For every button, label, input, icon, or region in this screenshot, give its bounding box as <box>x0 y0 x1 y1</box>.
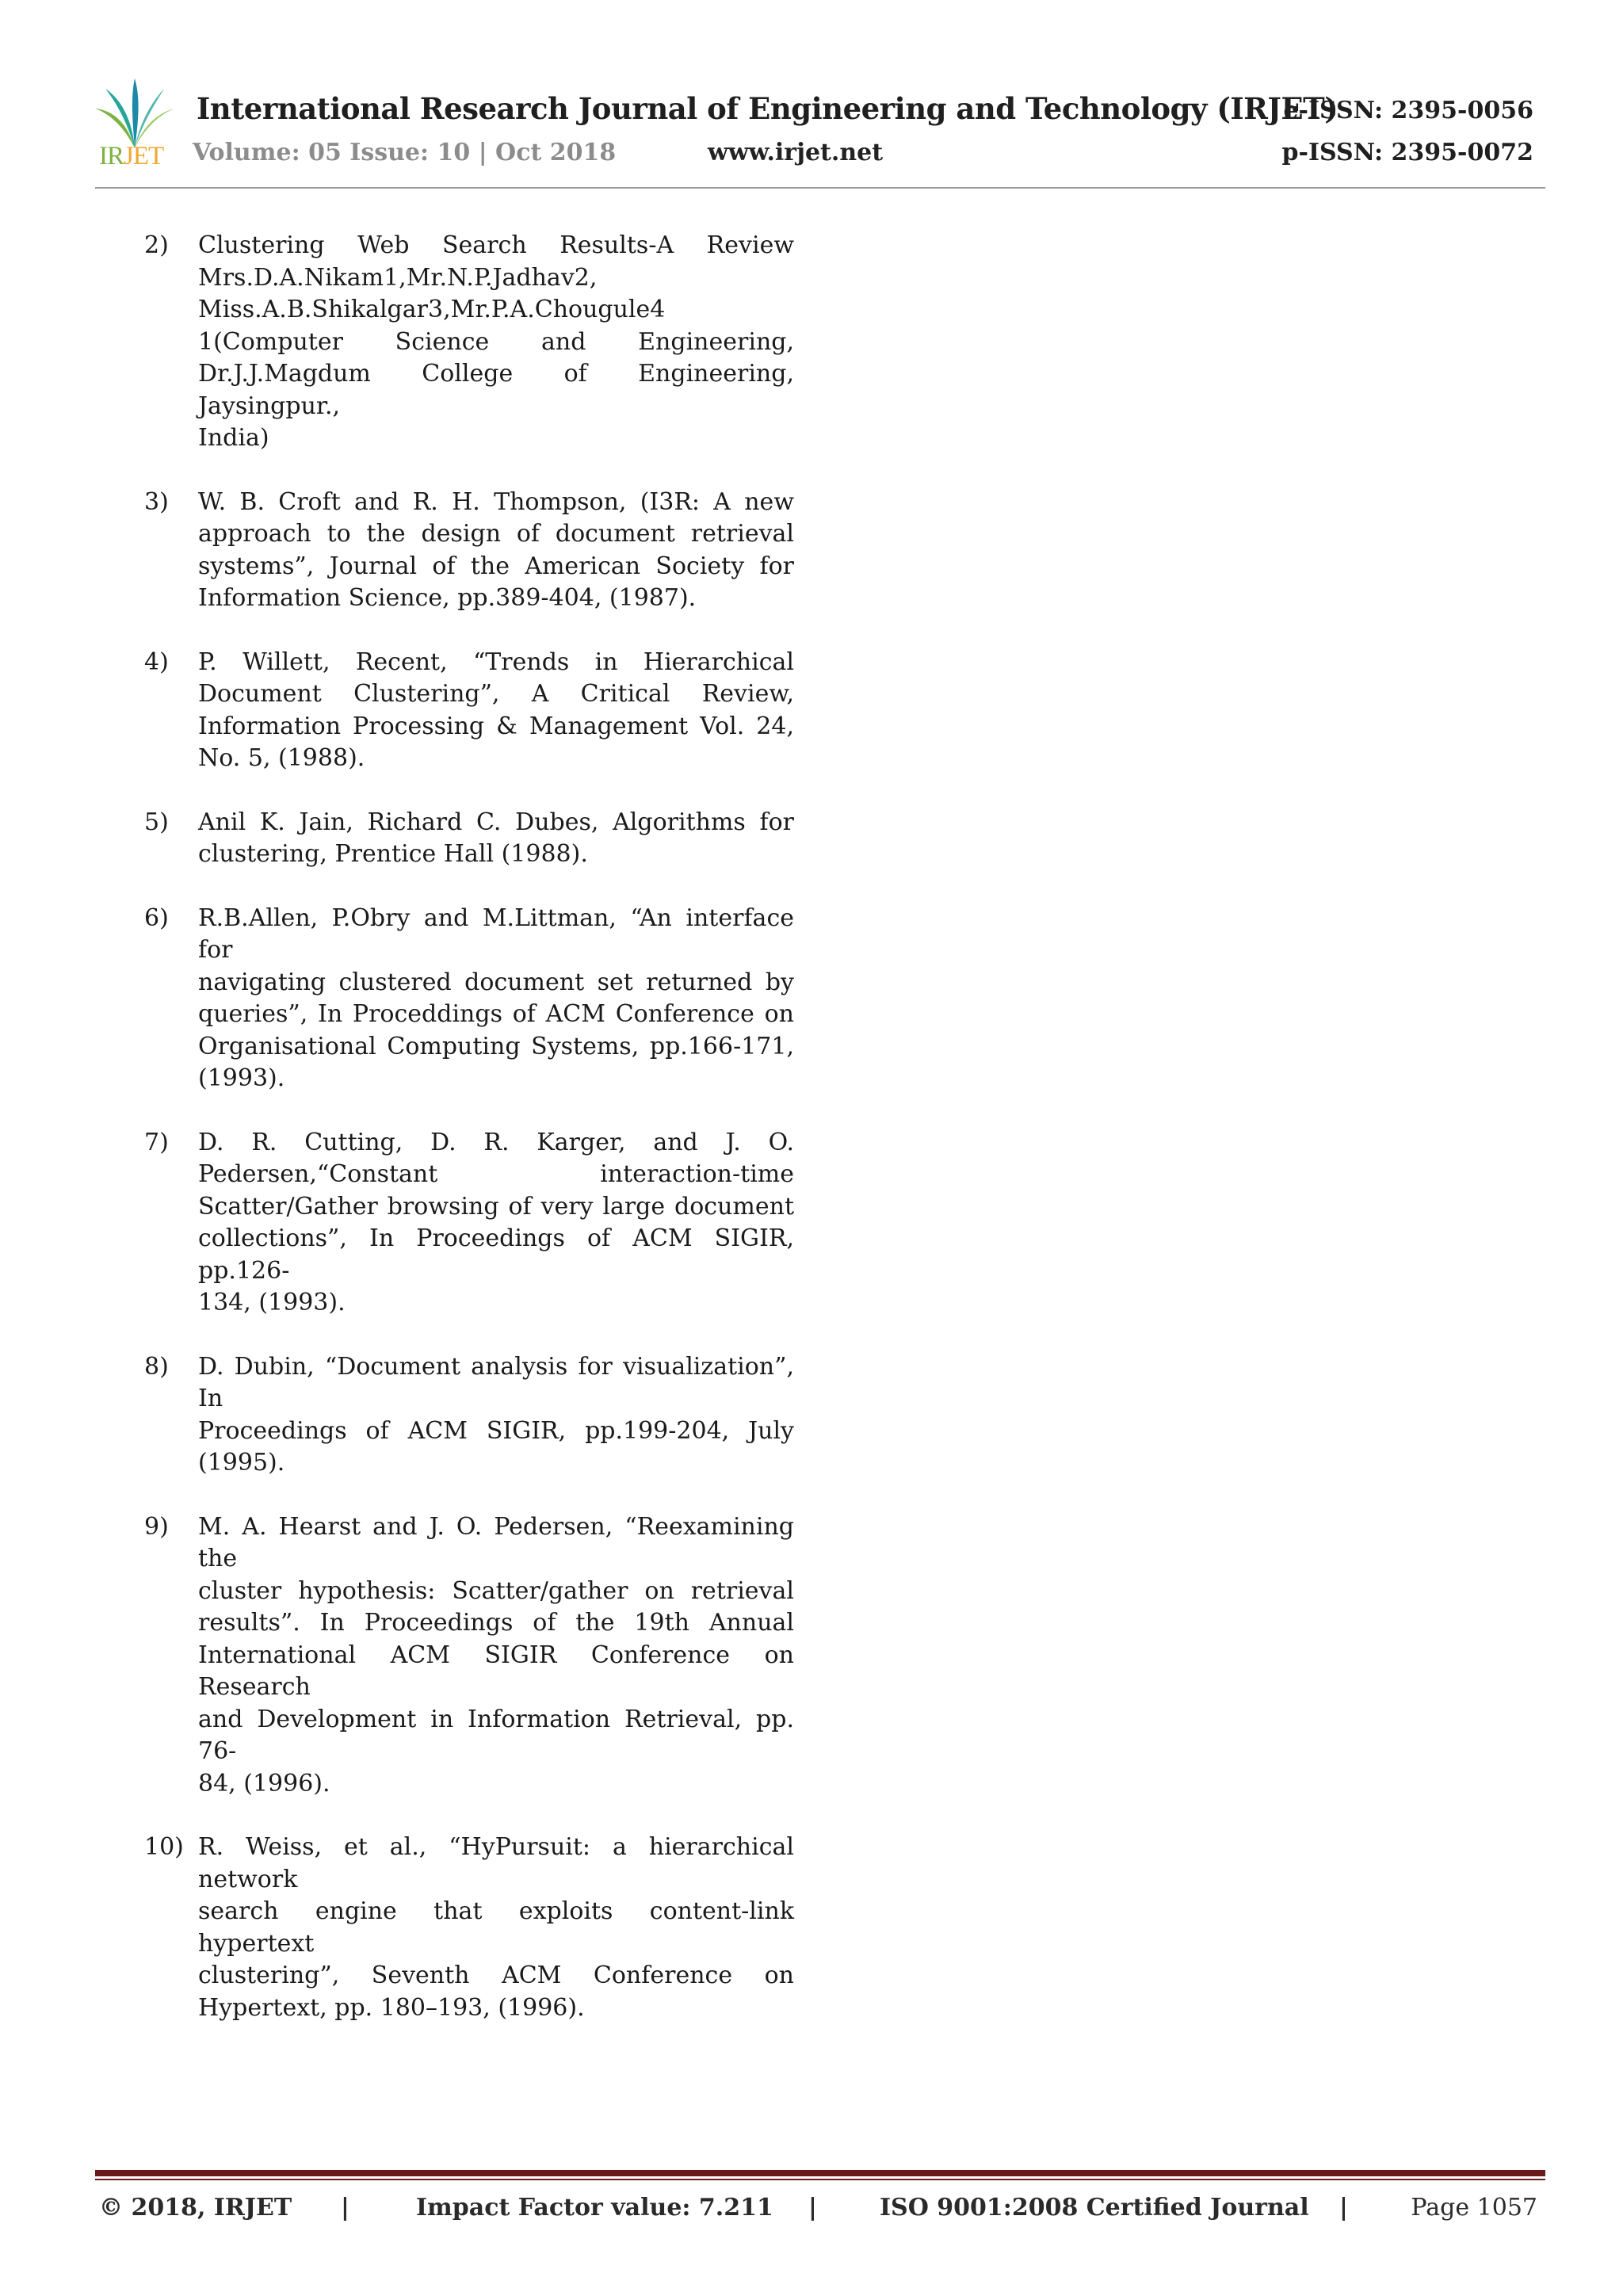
reference-number: 10) <box>144 1833 184 1861</box>
reference-text-line: approach to the design of document retrieval <box>198 520 794 548</box>
reference-text-line: results”. In Proceedings of the 19th Annual <box>198 1609 794 1637</box>
logo-wordmark: IRJET <box>99 142 164 170</box>
reference-text-line: India) <box>198 424 269 452</box>
reference-text-line: Proceedings of ACM SIGIR, pp.199-204, July <box>198 1416 794 1445</box>
reference-number: 6) <box>144 904 169 932</box>
reference-number: 7) <box>144 1128 169 1156</box>
reference-item <box>144 647 794 775</box>
reference-number: 8) <box>144 1352 169 1381</box>
reference-text-line: Organisational Computing Systems, pp.166-171, <box>198 1032 794 1060</box>
reference-text-line: queries”, In Proceddings of ACM Conference on <box>198 1000 794 1028</box>
reference-text-line: P. Willett, Recent, “Trends in Hierarchical <box>198 648 794 676</box>
reference-item <box>144 1511 794 1801</box>
irjet-logo <box>91 77 178 172</box>
footer-copyright: © 2018, IRJET <box>99 2194 292 2222</box>
page-header <box>91 75 1549 190</box>
reference-text-line: collections”, In Proceedings of ACM SIGIR, pp.126- <box>198 1224 794 1285</box>
footer-page-number: Page 1057 <box>1411 2194 1537 2222</box>
footer-impact-factor: Impact Factor value: 7.211 <box>416 2194 773 2222</box>
reference-text-line: systems”, Journal of the American Society for <box>198 552 794 580</box>
reference-number: 3) <box>144 487 169 516</box>
reference-number: 5) <box>144 808 169 836</box>
journal-title: International Research Journal of Engineering and Technology (IRJET) <box>197 91 1338 126</box>
reference-item <box>144 1351 794 1480</box>
reference-item <box>144 487 794 615</box>
journal-website[interactable]: www.irjet.net <box>708 139 884 166</box>
reference-text-line: Pedersen,“Constant interaction-time <box>198 1160 794 1188</box>
reference-item <box>144 903 794 1095</box>
reference-text-line: Scatter/Gather browsing of very large document <box>198 1192 794 1221</box>
reference-item <box>144 807 794 871</box>
reference-text-line: D. Dubin, “Document analysis for visualization”, In <box>198 1352 794 1412</box>
reference-text-line: search engine that exploits content-link hypertext <box>198 1897 794 1958</box>
volume-issue: Volume: 05 Issue: 10 | Oct 2018 <box>193 139 617 166</box>
reference-number: 9) <box>144 1512 169 1541</box>
reference-text-line: Mrs.D.A.Nikam1,Mr.N.P.Jadhav2, <box>198 263 598 292</box>
reference-text-line: 1(Computer Science and Engineering, <box>198 327 794 356</box>
reference-text-line: International ACM SIGIR Conference on Research <box>198 1641 794 1701</box>
reference-text-line: Miss.A.B.Shikalgar3,Mr.P.A.Chougule4 <box>198 296 666 323</box>
reference-text-line: Anil K. Jain, Richard C. Dubes, Algorithms for <box>198 808 794 836</box>
page-footer <box>95 2194 1545 2233</box>
reference-text-line: Dr.J.J.Magdum College of Engineering, Jaysingpur., <box>198 360 794 420</box>
reference-text-line: R. Weiss, et al., “HyPursuit: a hierarchical network <box>198 1833 794 1893</box>
reference-text-line: R.B.Allen, P.Obry and M.Littman, “An interface for <box>198 904 794 964</box>
reference-text-line: Hypertext, pp. 180–193, (1996). <box>198 1993 585 2022</box>
reference-text-line: (1995). <box>198 1449 285 1477</box>
footer-iso-certification: ISO 9001:2008 Certified Journal <box>880 2194 1309 2222</box>
reference-text-line: M. A. Hearst and J. O. Pedersen, “Reexamining the <box>198 1512 794 1572</box>
reference-text-line: Information Science, pp.389-404, (1987). <box>198 584 697 612</box>
reference-text-line: No. 5, (1988). <box>198 744 365 772</box>
reference-text-line: 134, (1993). <box>198 1289 346 1316</box>
reference-text-line: 84, (1996). <box>198 1769 330 1797</box>
reference-text-line: D. R. Cutting, D. R. Karger, and J. O. <box>198 1128 794 1156</box>
e-issn: e-ISSN: 2395-0056 <box>1283 97 1533 124</box>
footer-separator: | <box>341 2194 349 2222</box>
reference-text-line: Clustering Web Search Results-A Review <box>198 231 794 259</box>
footer-separator: | <box>808 2194 817 2222</box>
reference-text-line: clustering”, Seventh ACM Conference on <box>198 1962 794 1989</box>
reference-text-line: clustering, Prentice Hall (1988). <box>198 840 588 868</box>
reference-item <box>144 1127 794 1320</box>
reference-text-line: cluster hypothesis: Scatter/gather on retrieval <box>198 1576 794 1605</box>
footer-divider-thin <box>95 2179 1545 2180</box>
reference-text-line: Document Clustering”, A Critical Review, <box>198 680 794 708</box>
reference-number: 2) <box>144 231 169 259</box>
reference-item <box>144 230 794 455</box>
reference-text-line: W. B. Croft and R. H. Thompson, (I3R: A new <box>198 487 794 516</box>
reference-text-line: navigating clustered document set returned by <box>198 968 794 996</box>
header-divider <box>95 187 1545 189</box>
footer-separator: | <box>1339 2194 1348 2222</box>
reference-number: 4) <box>144 648 169 676</box>
reference-text-line: (1993). <box>198 1064 285 1092</box>
reference-text-line: Information Processing & Management Vol. 24, <box>198 712 794 740</box>
reference-item <box>144 1832 794 2024</box>
reference-text-line: and Development in Information Retrieval, pp. 76- <box>198 1705 794 1765</box>
footer-divider-thick <box>95 2170 1545 2176</box>
p-issn: p-ISSN: 2395-0072 <box>1281 139 1533 166</box>
reference-list <box>144 230 794 2056</box>
